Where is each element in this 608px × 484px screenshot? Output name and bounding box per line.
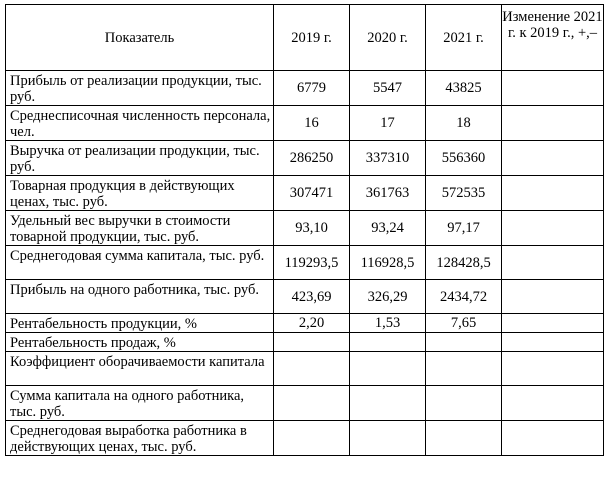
cell-2020: 337310 — [350, 141, 426, 176]
cell-2021: 2434,72 — [426, 280, 502, 314]
cell-change — [502, 421, 604, 456]
table-row — [6, 71, 604, 106]
cell-2021 — [426, 352, 502, 386]
table-row — [6, 333, 604, 352]
cell-2020: 1,53 — [350, 314, 426, 333]
row-label: Выручка от реализации продукции, тыс. руб. — [6, 141, 274, 176]
cell-change — [502, 314, 604, 333]
cell-change — [502, 141, 604, 176]
header-indicator: Показатель — [6, 5, 274, 71]
row-label: Прибыль от реализации продукции, тыс. руб. — [6, 71, 274, 106]
cell-change — [502, 280, 604, 314]
row-label: Среднесписочная численность персонала, чел. — [6, 106, 274, 141]
table-row — [6, 176, 604, 211]
cell-2019 — [274, 386, 350, 421]
row-label: Коэффициент оборачиваемости капитала — [6, 352, 274, 386]
row-label: Рентабельность продукции, % — [6, 314, 274, 333]
cell-change — [502, 246, 604, 280]
row-label: Сумма капитала на одного работника, тыс. руб. — [6, 386, 274, 421]
table-row — [6, 386, 604, 421]
cell-2020 — [350, 352, 426, 386]
table-row — [6, 141, 604, 176]
cell-change — [502, 352, 604, 386]
table-row — [6, 246, 604, 280]
cell-2021: 556360 — [426, 141, 502, 176]
cell-change — [502, 176, 604, 211]
cell-2021: 43825 — [426, 71, 502, 106]
cell-change — [502, 71, 604, 106]
cell-2020 — [350, 333, 426, 352]
financial-indicators-table — [5, 4, 604, 456]
cell-2019: 2,20 — [274, 314, 350, 333]
cell-change — [502, 386, 604, 421]
row-label: Удельный вес выручки в стоимости товарной продукции, тыс. руб. — [6, 211, 274, 246]
cell-change — [502, 211, 604, 246]
header-year-2020: 2020 г. — [350, 5, 426, 71]
header-year-2019: 2019 г. — [274, 5, 350, 71]
cell-2019: 307471 — [274, 176, 350, 211]
cell-2019: 119293,5 — [274, 246, 350, 280]
cell-2021: 128428,5 — [426, 246, 502, 280]
cell-2020: 93,24 — [350, 211, 426, 246]
cell-change — [502, 106, 604, 141]
table-row — [6, 106, 604, 141]
cell-2020 — [350, 421, 426, 456]
table-row — [6, 211, 604, 246]
row-label: Среднегодовая сумма капитала, тыс. руб. — [6, 246, 274, 280]
cell-2020: 116928,5 — [350, 246, 426, 280]
cell-2019: 6779 — [274, 71, 350, 106]
row-label: Прибыль на одного работника, тыс. руб. — [6, 280, 274, 314]
cell-2019 — [274, 333, 350, 352]
cell-2019: 93,10 — [274, 211, 350, 246]
cell-change — [502, 333, 604, 352]
cell-2021 — [426, 386, 502, 421]
table-row — [6, 280, 604, 314]
table-header-row — [6, 5, 604, 71]
table-row — [6, 352, 604, 386]
cell-2021: 7,65 — [426, 314, 502, 333]
table-row — [6, 421, 604, 456]
cell-2021: 572535 — [426, 176, 502, 211]
cell-2019: 16 — [274, 106, 350, 141]
row-label: Среднегодовая выработка работника в действующих ценах, тыс. руб. — [6, 421, 274, 456]
cell-2019: 286250 — [274, 141, 350, 176]
cell-2019: 423,69 — [274, 280, 350, 314]
cell-2021 — [426, 333, 502, 352]
cell-2020: 361763 — [350, 176, 426, 211]
header-change: Изменение 2021 г. к 2019 г., +,– — [502, 5, 604, 71]
table-row — [6, 314, 604, 333]
header-year-2021: 2021 г. — [426, 5, 502, 71]
cell-2021: 18 — [426, 106, 502, 141]
cell-2021: 97,17 — [426, 211, 502, 246]
cell-2020: 326,29 — [350, 280, 426, 314]
cell-2020: 17 — [350, 106, 426, 141]
row-label: Товарная продукция в действующих ценах, тыс. руб. — [6, 176, 274, 211]
cell-2021 — [426, 421, 502, 456]
cell-2020: 5547 — [350, 71, 426, 106]
cell-2019 — [274, 352, 350, 386]
cell-2020 — [350, 386, 426, 421]
row-label: Рентабельность продаж, % — [6, 333, 274, 352]
cell-2019 — [274, 421, 350, 456]
